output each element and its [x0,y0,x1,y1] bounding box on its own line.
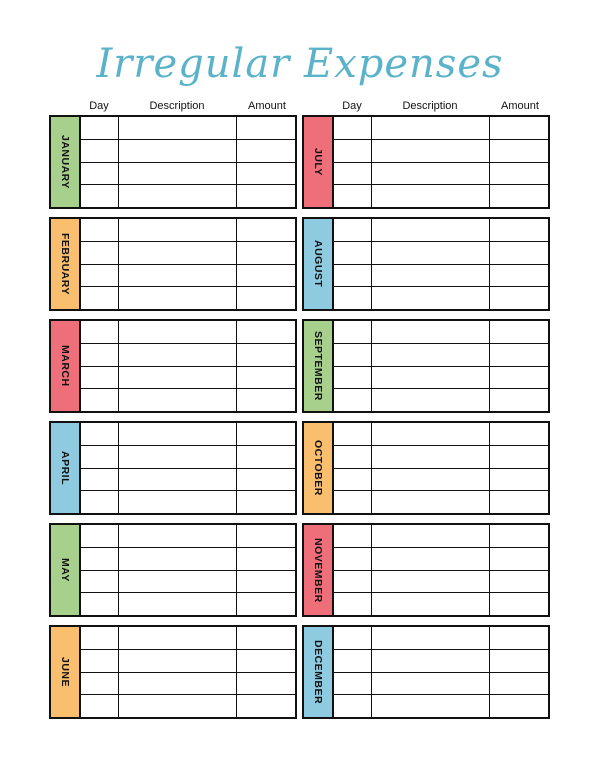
month-tab [51,321,81,411]
expense-row [334,389,548,411]
description-cell[interactable] [119,446,237,468]
expense-grid [334,627,548,717]
description-cell[interactable] [372,571,490,593]
amount-cell[interactable] [237,117,295,139]
month-label: SEPTEMBER [312,331,324,401]
expense-row [81,571,295,594]
day-cell[interactable] [81,525,119,547]
amount-cell[interactable] [490,695,548,717]
day-cell[interactable] [334,163,372,185]
description-cell[interactable] [372,446,490,468]
month-label: NOVEMBER [312,537,324,603]
expense-row [334,571,548,594]
description-cell[interactable] [372,650,490,672]
header-amount: Amount [501,100,539,112]
day-cell[interactable] [81,140,119,162]
month-tab [51,219,81,309]
day-cell[interactable] [81,627,119,649]
expense-row [81,695,295,717]
day-cell[interactable] [81,367,119,389]
description-cell[interactable] [119,321,237,343]
month-label: OCTOBER [312,440,324,496]
description-cell[interactable] [372,423,490,445]
expense-row [81,423,295,446]
month-label: APRIL [59,451,71,485]
description-cell[interactable] [372,491,490,513]
month-block-september [302,319,550,413]
expense-row [334,140,548,163]
day-cell[interactable] [81,344,119,366]
day-cell[interactable] [81,673,119,695]
description-cell[interactable] [119,140,237,162]
day-cell[interactable] [81,389,119,411]
header-day: Day [342,100,362,112]
amount-cell[interactable] [237,423,295,445]
description-cell[interactable] [372,344,490,366]
amount-cell[interactable] [237,525,295,547]
amount-cell[interactable] [237,389,295,411]
month-tab [51,525,81,615]
description-cell[interactable] [372,389,490,411]
expense-row [334,265,548,288]
day-cell[interactable] [81,242,119,264]
month-block-may [49,523,297,617]
day-cell[interactable] [334,321,372,343]
month-tab [51,117,81,207]
day-cell[interactable] [334,265,372,287]
day-cell[interactable] [334,287,372,309]
amount-cell[interactable] [237,491,295,513]
amount-cell[interactable] [490,491,548,513]
day-cell[interactable] [81,593,119,615]
day-cell[interactable] [81,287,119,309]
day-cell[interactable] [334,185,372,207]
month-tab [304,525,334,615]
description-cell[interactable] [119,571,237,593]
amount-cell[interactable] [490,469,548,491]
description-cell[interactable] [119,219,237,241]
amount-cell[interactable] [237,287,295,309]
expense-row [334,344,548,367]
amount-cell[interactable] [490,446,548,468]
day-cell[interactable] [334,627,372,649]
expense-row [81,469,295,492]
expense-grid [334,525,548,615]
day-cell[interactable] [81,571,119,593]
expense-row [81,650,295,673]
description-cell[interactable] [119,163,237,185]
expense-grid [81,525,295,615]
right-column [302,96,550,705]
day-cell[interactable] [334,423,372,445]
description-cell[interactable] [372,525,490,547]
month-label: MARCH [59,345,71,387]
day-cell[interactable] [81,650,119,672]
expense-row [81,185,295,207]
amount-cell[interactable] [490,548,548,570]
expense-grid [81,117,295,207]
amount-cell[interactable] [490,593,548,615]
expense-grid [334,423,548,513]
day-cell[interactable] [334,695,372,717]
day-cell[interactable] [81,423,119,445]
expense-row [334,219,548,242]
day-cell[interactable] [81,185,119,207]
month-tab [304,117,334,207]
expense-row [81,344,295,367]
day-cell[interactable] [334,446,372,468]
month-tab [51,423,81,513]
amount-cell[interactable] [490,219,548,241]
amount-cell[interactable] [490,265,548,287]
month-block-april [49,421,297,515]
expense-row [81,287,295,309]
month-block-october [302,421,550,515]
expense-grid [81,219,295,309]
description-cell[interactable] [119,265,237,287]
month-block-july [302,115,550,209]
month-tab [51,627,81,717]
expense-row [334,367,548,390]
day-cell[interactable] [81,469,119,491]
description-cell[interactable] [119,548,237,570]
amount-cell[interactable] [490,571,548,593]
description-cell[interactable] [119,423,237,445]
description-cell[interactable] [372,321,490,343]
amount-cell[interactable] [237,242,295,264]
amount-cell[interactable] [490,389,548,411]
amount-cell[interactable] [237,219,295,241]
amount-cell[interactable] [237,185,295,207]
expense-row [334,287,548,309]
month-block-march [49,319,297,413]
expense-row [81,367,295,390]
expense-row [81,321,295,344]
description-cell[interactable] [372,140,490,162]
day-cell[interactable] [81,117,119,139]
expense-row [334,163,548,186]
description-cell[interactable] [119,650,237,672]
description-cell[interactable] [372,163,490,185]
expense-row [334,185,548,207]
expense-row [81,548,295,571]
amount-cell[interactable] [237,446,295,468]
expense-row [334,446,548,469]
month-label: AUGUST [312,240,324,288]
description-cell[interactable] [372,593,490,615]
amount-cell[interactable] [490,627,548,649]
amount-cell[interactable] [237,469,295,491]
month-block-november [302,523,550,617]
description-cell[interactable] [372,242,490,264]
expense-grid [81,423,295,513]
header-amount: Amount [248,100,286,112]
amount-cell[interactable] [490,321,548,343]
day-cell[interactable] [334,571,372,593]
day-cell[interactable] [334,344,372,366]
day-cell[interactable] [81,695,119,717]
expense-row [334,117,548,140]
amount-cell[interactable] [237,321,295,343]
month-label: DECEMBER [312,639,324,705]
description-cell[interactable] [372,469,490,491]
amount-cell[interactable] [237,627,295,649]
expense-grid [334,321,548,411]
day-cell[interactable] [334,650,372,672]
amount-cell[interactable] [490,140,548,162]
amount-cell[interactable] [237,593,295,615]
expense-row [81,673,295,696]
expense-row [81,242,295,265]
expense-row [81,265,295,288]
expense-row [334,525,548,548]
amount-cell[interactable] [490,185,548,207]
amount-cell[interactable] [490,117,548,139]
month-label: MAY [59,558,71,582]
amount-cell[interactable] [237,265,295,287]
header-day: Day [89,100,109,112]
expense-row [81,163,295,186]
expense-grid [81,321,295,411]
description-cell[interactable] [119,593,237,615]
amount-cell[interactable] [490,423,548,445]
description-cell[interactable] [372,548,490,570]
day-cell[interactable] [81,491,119,513]
day-cell[interactable] [334,242,372,264]
month-label: JANUARY [59,135,71,189]
expense-row [334,242,548,265]
description-cell[interactable] [372,265,490,287]
expense-row [81,627,295,650]
day-cell[interactable] [334,469,372,491]
description-cell[interactable] [119,673,237,695]
month-label: JUNE [59,656,71,687]
description-cell[interactable] [372,117,490,139]
description-cell[interactable] [372,185,490,207]
day-cell[interactable] [334,673,372,695]
expense-row [334,650,548,673]
description-cell[interactable] [119,695,237,717]
day-cell[interactable] [334,389,372,411]
amount-cell[interactable] [490,163,548,185]
expense-row [81,593,295,615]
expense-grid [334,219,548,309]
amount-cell[interactable] [490,344,548,366]
description-cell[interactable] [119,242,237,264]
amount-cell[interactable] [237,673,295,695]
description-cell[interactable] [119,525,237,547]
amount-cell[interactable] [237,571,295,593]
day-cell[interactable] [81,446,119,468]
amount-cell[interactable] [237,163,295,185]
amount-cell[interactable] [490,242,548,264]
amount-cell[interactable] [237,344,295,366]
header-description: Description [149,100,205,112]
amount-cell[interactable] [237,140,295,162]
description-cell[interactable] [119,117,237,139]
day-cell[interactable] [334,219,372,241]
description-cell[interactable] [119,344,237,366]
month-tab [304,219,334,309]
page-title: Irregular Expenses [96,41,504,87]
expense-row [81,491,295,513]
header-description: Description [402,100,458,112]
month-block-january [49,115,297,209]
month-block-december [302,625,550,719]
month-block-august [302,217,550,311]
month-tab [304,423,334,513]
amount-cell[interactable] [490,650,548,672]
day-cell[interactable] [334,117,372,139]
day-cell[interactable] [81,321,119,343]
day-cell[interactable] [334,548,372,570]
amount-cell[interactable] [490,367,548,389]
amount-cell[interactable] [237,367,295,389]
description-cell[interactable] [119,287,237,309]
description-cell[interactable] [372,287,490,309]
expense-row [81,446,295,469]
expense-row [334,423,548,446]
amount-cell[interactable] [490,673,548,695]
description-cell[interactable] [372,695,490,717]
month-label: FEBRUARY [59,233,71,295]
month-tab [304,321,334,411]
expense-row [81,389,295,411]
expense-row [334,321,548,344]
expense-row [334,469,548,492]
amount-cell[interactable] [237,650,295,672]
day-cell[interactable] [81,548,119,570]
day-cell[interactable] [334,525,372,547]
column-headers [302,96,550,116]
amount-cell[interactable] [237,695,295,717]
day-cell[interactable] [81,265,119,287]
day-cell[interactable] [334,367,372,389]
expense-row [81,140,295,163]
expense-row [334,593,548,615]
expense-row [81,525,295,548]
description-cell[interactable] [372,673,490,695]
description-cell[interactable] [372,219,490,241]
month-label: JULY [312,148,324,176]
expense-row [81,117,295,140]
day-cell[interactable] [334,140,372,162]
description-cell[interactable] [119,389,237,411]
day-cell[interactable] [81,219,119,241]
expense-row [81,219,295,242]
amount-cell[interactable] [490,525,548,547]
expense-row [334,627,548,650]
day-cell[interactable] [334,491,372,513]
expense-grid [334,117,548,207]
expense-row [334,673,548,696]
description-cell[interactable] [119,185,237,207]
left-column [49,96,297,687]
description-cell[interactable] [119,491,237,513]
description-cell[interactable] [119,627,237,649]
expense-grid [81,627,295,717]
month-block-june [49,625,297,719]
amount-cell[interactable] [237,548,295,570]
description-cell[interactable] [119,367,237,389]
description-cell[interactable] [372,627,490,649]
day-cell[interactable] [81,163,119,185]
column-headers [49,96,297,116]
month-block-february [49,217,297,311]
expense-row [334,548,548,571]
expense-row [334,695,548,717]
month-tab [304,627,334,717]
description-cell[interactable] [119,469,237,491]
expense-row [334,491,548,513]
day-cell[interactable] [334,593,372,615]
amount-cell[interactable] [490,287,548,309]
description-cell[interactable] [372,367,490,389]
